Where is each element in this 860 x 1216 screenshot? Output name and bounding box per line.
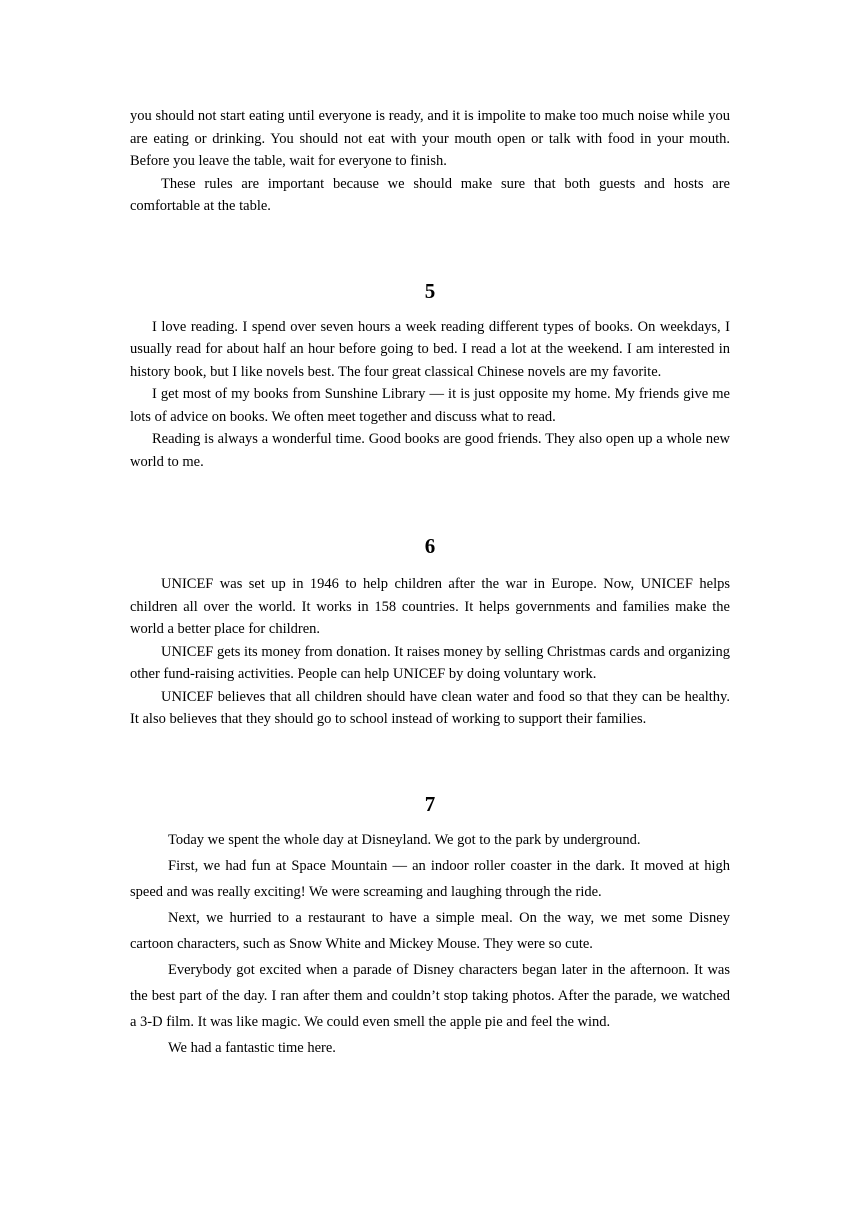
paragraph: Next, we hurried to a restaurant to have a simple meal. On the way, we met some Disney cartoon characters, such as Snow White and Mickey Mouse. They were so cute. <box>130 909 730 952</box>
paragraph: Everybody got excited when a parade of Disney characters began later in the afternoon. It was the best part of the day. I ran after them and couldn’t stop taking photos. After the parade, we watched a 3-D film. It was like magic. We could even smell the apple pie and feel the wind. <box>130 961 730 1030</box>
section-6 <box>130 533 730 731</box>
paragraph: Today we spent the whole day at Disneyland. We got to the park by underground. <box>168 831 641 848</box>
section-7 <box>130 791 730 1061</box>
paragraph: you should not start eating until everyone is ready, and it is impolite to make too much noise while you are eating or drinking. You should not eat with your mouth open or talk with food in your mouth. Before you leave the table, wait for everyone to finish. <box>130 108 730 169</box>
paragraph: I love reading. I spend over seven hours a week reading different types of books. On weekdays, I usually read for about half an hour before going to bed. I read a lot at the weekend. I am interested in history book, but I like novels best. The four great classical Chinese novels are my favorite. <box>130 318 730 380</box>
section-number-heading: 6 <box>424 534 436 558</box>
section-intro <box>130 105 730 218</box>
paragraph: Reading is always a wonderful time. Good books are good friends. They also open up a whole new world to me. <box>130 431 730 470</box>
paragraph: UNICEF believes that all children should have clean water and food so that they can be healthy. It also believes that they should go to school instead of working to support their families. <box>130 688 730 727</box>
paragraph: UNICEF gets its money from donation. It raises money by selling Christmas cards and organizing other fund-raising activities. People can help UNICEF by doing voluntary work. <box>130 643 730 682</box>
paragraph: I get most of my books from Sunshine Library — it is just opposite my home. My friends give me lots of advice on books. We often meet together and discuss what to read. <box>130 386 730 425</box>
paragraph: These rules are important because we should make sure that both guests and hosts are comfortable at the table. <box>130 175 730 214</box>
section-number-heading: 7 <box>424 791 436 816</box>
section-number-heading: 5 <box>424 278 436 303</box>
paragraph: UNICEF was set up in 1946 to help children after the war in Europe. Now, UNICEF helps children all over the world. It works in 158 countries. It helps governments and families make the world a better place for children. <box>130 576 730 637</box>
document-page <box>130 105 730 1061</box>
paragraph: First, we had fun at Space Mountain — an indoor roller coaster in the dark. It moved at high speed and was really exciting! We were screaming and laughing through the ride. <box>130 857 730 900</box>
section-5 <box>130 278 730 474</box>
paragraph: We had a fantastic time here. <box>168 1039 336 1056</box>
